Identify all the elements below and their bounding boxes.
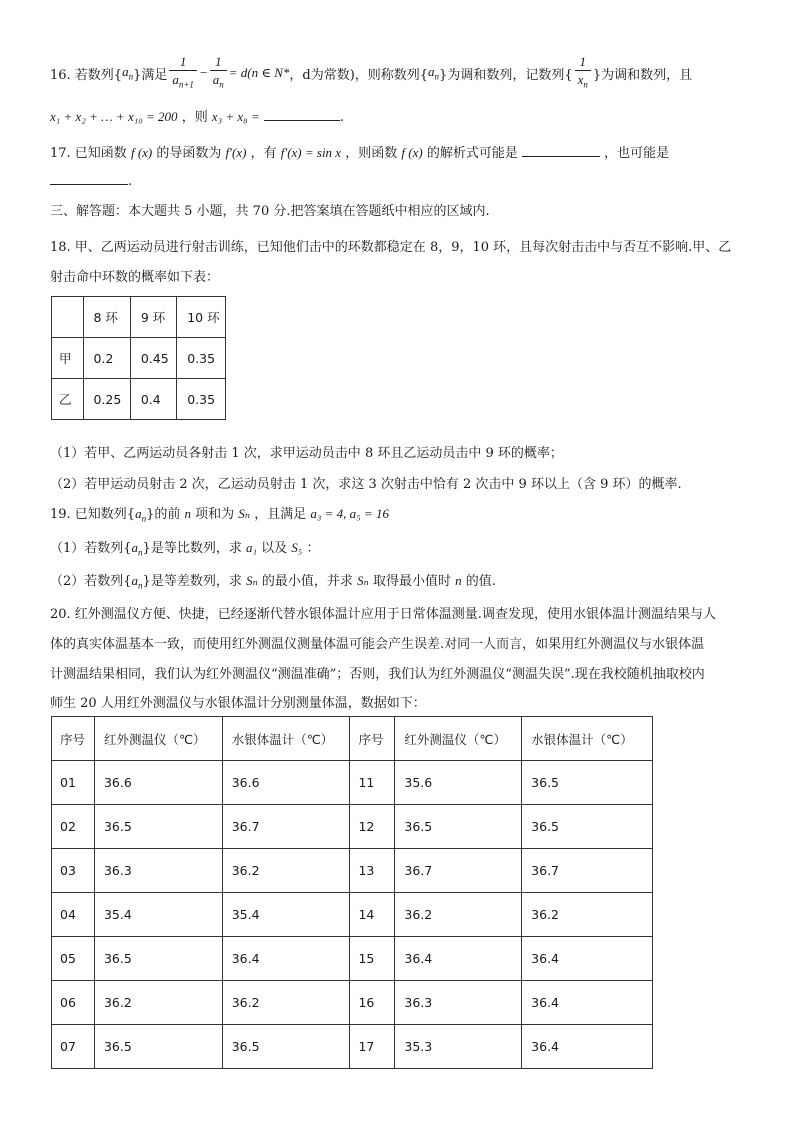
table-cell: 0.45 <box>130 338 176 379</box>
table-cell: 36.5 <box>395 805 522 849</box>
table-cell: 36.2 <box>222 981 350 1025</box>
table-row <box>52 937 653 981</box>
q16-answer-blank[interactable] <box>264 108 340 121</box>
q17-eq: f′(x) = sin x <box>280 145 342 160</box>
table-cell: 36.3 <box>94 849 222 893</box>
table-cell: 0.2 <box>83 338 130 379</box>
q19-p1-an: $a_n$ <box>131 540 143 558</box>
table-cell: 17 <box>350 1025 395 1069</box>
q17-mid2: ，有 <box>250 146 277 161</box>
table-cell: 8 环 <box>83 297 130 338</box>
q16-then: ，则 <box>181 110 208 125</box>
q16-fraction-1: $\frac{1}{a_{n+1}}$ <box>169 53 197 94</box>
table-cell: 15 <box>350 937 395 981</box>
table-cell: 36.7 <box>222 805 350 849</box>
table-cell: 05 <box>52 937 95 981</box>
q19-part1 <box>50 537 319 558</box>
table-cell: 36.3 <box>395 981 522 1025</box>
table-cell: 36.7 <box>522 849 653 893</box>
table-cell: 36.4 <box>222 937 350 981</box>
table-cell: 36.5 <box>222 1025 350 1069</box>
table-cell <box>52 297 84 338</box>
table-cell: 36.2 <box>94 981 222 1025</box>
table-cell: 36.4 <box>395 937 522 981</box>
table-cell: 04 <box>52 893 95 937</box>
q19-p2-sn2: Sₙ <box>357 573 369 588</box>
q16-prefix: 16. 若数列{ <box>50 67 123 83</box>
q16-cond: (n ∈ N* <box>247 65 290 80</box>
table-cell: 0.4 <box>130 379 176 420</box>
q16-mid: }满足 <box>133 67 168 83</box>
table-cell: 36.2 <box>222 849 350 893</box>
table-cell: 03 <box>52 849 95 893</box>
table-cell: 36.5 <box>94 937 222 981</box>
q19-line1 <box>50 503 389 524</box>
table-cell: 36.2 <box>522 893 653 937</box>
q19-p1-a1: a₁ <box>245 540 257 555</box>
q18-line2: 射击命中环数的概率如下表： <box>50 270 220 285</box>
q16-an: $a_n$ <box>122 64 134 82</box>
q19-p1-prefix: （1）若数列{ <box>50 541 132 556</box>
table-cell: 36.5 <box>522 805 653 849</box>
table-cell: 36.4 <box>522 1025 653 1069</box>
table-cell: 序号 <box>52 717 95 761</box>
table-cell: 35.4 <box>94 893 222 937</box>
table-cell: 36.2 <box>395 893 522 937</box>
q19-prefix: 19. 已知数列{ <box>50 507 136 522</box>
q16-fraction-2: $\frac{1}{a_n}$ <box>210 53 227 94</box>
q19-p1-s5: S₅ <box>291 540 303 555</box>
q20-line3: 计测温结果相同，我们认为红外测温仪“测温准确”；否则，我们认为红外测温仪“测温失误”.现在我校随机抽取校内 <box>50 667 705 682</box>
q19-p2-prefix: （2）若数列{ <box>50 574 132 589</box>
table-cell: 甲 <box>52 338 84 379</box>
table-cell: 11 <box>350 761 395 805</box>
q18-part2: （2）若甲运动员射击 2 次，乙运动员射击 1 次，求这 3 次射击中恰有 2 次击中 9 环以上（含 9 环）的概率. <box>50 477 682 492</box>
table-row <box>52 338 226 379</box>
section-3-heading: 三、解答题：本大题共 5 小题，共 70 分.把答案填在答题纸中相应的区域内. <box>50 204 490 219</box>
table-cell: 36.5 <box>94 805 222 849</box>
table-cell: 01 <box>52 761 95 805</box>
q16-an-2: $a_n$ <box>428 64 440 82</box>
q19-p2-end: 的值. <box>465 574 496 589</box>
q18-part1: （1）若甲、乙两运动员各射击 1 次，求甲运动员击中 8 环且乙运动员击中 9 环的概率； <box>50 446 563 461</box>
q18-probability-table <box>51 296 226 420</box>
q16-period: . <box>339 110 344 125</box>
q16-line1: 16. 若数列{ $a_n$ }满足 $\frac{1}{a_{n+1}}$ − $\frac{1}{a_n}$ = d (n ∈ N* ，d为常数)，则称数列{ $a_n$ }为调和数列，记数列{ $\frac{1}{x_n}$ }为调和数列，且 <box>50 52 692 94</box>
q16-cond2: ，d为常数)，则称数列{ <box>289 67 429 83</box>
q17-answer-blank-1[interactable] <box>522 144 600 157</box>
table-cell: 0.25 <box>83 379 130 420</box>
q19-p2-n: n <box>455 573 462 588</box>
table-cell: 14 <box>350 893 395 937</box>
table-row <box>52 761 653 805</box>
q19-mid: }的前 <box>146 507 181 522</box>
q17-period: . <box>128 174 133 189</box>
table-cell: 红外测温仪（℃） <box>94 717 222 761</box>
table-cell: 红外测温仪（℃） <box>395 717 522 761</box>
table-cell: 07 <box>52 1025 95 1069</box>
q19-sn: Sₙ <box>238 506 251 521</box>
q16-end: }为调和数列，且 <box>592 67 693 83</box>
q16-fraction-3: $\frac{1}{x_n}$ <box>575 53 591 94</box>
q16-eq-d: = d <box>228 65 248 80</box>
q16-target-expr: x₃ + x₈ = <box>211 109 260 124</box>
q17-mid4: 的解析式可能是 <box>426 146 518 161</box>
q19-p2-sn: Sₙ <box>245 573 258 588</box>
table-cell: 06 <box>52 981 95 1025</box>
table-cell: 0.35 <box>177 379 226 420</box>
q17-mid5: ，也可能是 <box>604 146 670 161</box>
table-cell: 35.6 <box>395 761 522 805</box>
q19-p2-an: $a_n$ <box>131 573 143 591</box>
q17-line2 <box>50 172 132 189</box>
q16-sum-expr: x₁ + x₂ + … + x₁₀ = 200 <box>50 109 178 124</box>
q19-part2 <box>50 570 496 591</box>
table-row <box>52 893 653 937</box>
q19-p1-mid2: 以及 <box>261 541 288 556</box>
q17-fx: f (x) <box>130 145 153 160</box>
table-row <box>52 805 653 849</box>
q19-p1-end: ： <box>306 541 320 556</box>
table-cell: 16 <box>350 981 395 1025</box>
q19-mid2: 项和为 <box>195 507 235 522</box>
table-cell: 12 <box>350 805 395 849</box>
q19-p2-mid3: 取得最小值时 <box>372 574 451 589</box>
table-cell: 35.4 <box>222 893 350 937</box>
q17-answer-blank-2[interactable] <box>50 172 128 185</box>
table-header-row <box>52 717 653 761</box>
q20-line1: 20. 红外测温仪方便、快捷，已经逐渐代替水银体温计应用于日常体温测量.调查发现，使用水银体温计测温结果与人 <box>50 607 716 622</box>
table-cell: 序号 <box>350 717 395 761</box>
q19-condition: a₃ = 4, a₅ = 16 <box>310 506 389 521</box>
table-cell: 36.5 <box>522 761 653 805</box>
table-cell: 0.35 <box>177 338 226 379</box>
q18-line1: 18. 甲、乙两运动员进行射击训练，已知他们击中的环数都稳定在 8，9，10 环，且每次射击击中与否互不影响.甲、乙 <box>50 240 732 255</box>
table-cell: 36.6 <box>222 761 350 805</box>
table-cell: 36.4 <box>522 981 653 1025</box>
q16-mid2: }为调和数列，记数列{ <box>439 67 573 83</box>
q17-line1 <box>50 142 669 161</box>
table-row <box>52 981 653 1025</box>
table-cell: 36.4 <box>522 937 653 981</box>
table-row <box>52 849 653 893</box>
table-cell: 10 环 <box>177 297 226 338</box>
table-cell: 水银体温计（℃） <box>522 717 653 761</box>
table-cell: 02 <box>52 805 95 849</box>
q20-line2: 体的真实体温基本一致，而使用红外测温仪测量体温可能会产生误差.对同一人而言，如果用红外测温仪与水银体温 <box>50 637 705 652</box>
table-cell: 9 环 <box>130 297 176 338</box>
q17-prefix: 17. 已知函数 <box>50 146 127 161</box>
table-cell: 13 <box>350 849 395 893</box>
table-cell: 36.7 <box>395 849 522 893</box>
table-cell: 36.5 <box>94 1025 222 1069</box>
q19-mid3: ，且满足 <box>254 507 307 522</box>
table-row <box>52 379 226 420</box>
table-row <box>52 1025 653 1069</box>
q19-an: $a_n$ <box>135 506 147 524</box>
q19-p2-mid2: 的最小值，并求 <box>261 574 353 589</box>
q17-fx-2: f (x) <box>401 145 423 160</box>
table-cell: 水银体温计（℃） <box>222 717 350 761</box>
q20-line4: 师生 20 人用红外测温仪与水银体温计分别测量体温，数据如下： <box>50 696 426 711</box>
table-cell: 35.3 <box>395 1025 522 1069</box>
table-cell: 乙 <box>52 379 84 420</box>
q17-mid3: ，则函数 <box>345 146 398 161</box>
q17-mid1: 的导函数为 <box>156 146 222 161</box>
q17-fpx: f′(x) <box>225 145 247 160</box>
q19-p1-mid: }是等比数列，求 <box>142 541 242 556</box>
q19-p2-mid: }是等差数列，求 <box>142 574 242 589</box>
table-cell: 36.6 <box>94 761 222 805</box>
table-header-row <box>52 297 226 338</box>
q20-temperature-table <box>51 716 653 1069</box>
q16-line2 <box>50 106 344 125</box>
q19-n: n <box>184 506 191 521</box>
